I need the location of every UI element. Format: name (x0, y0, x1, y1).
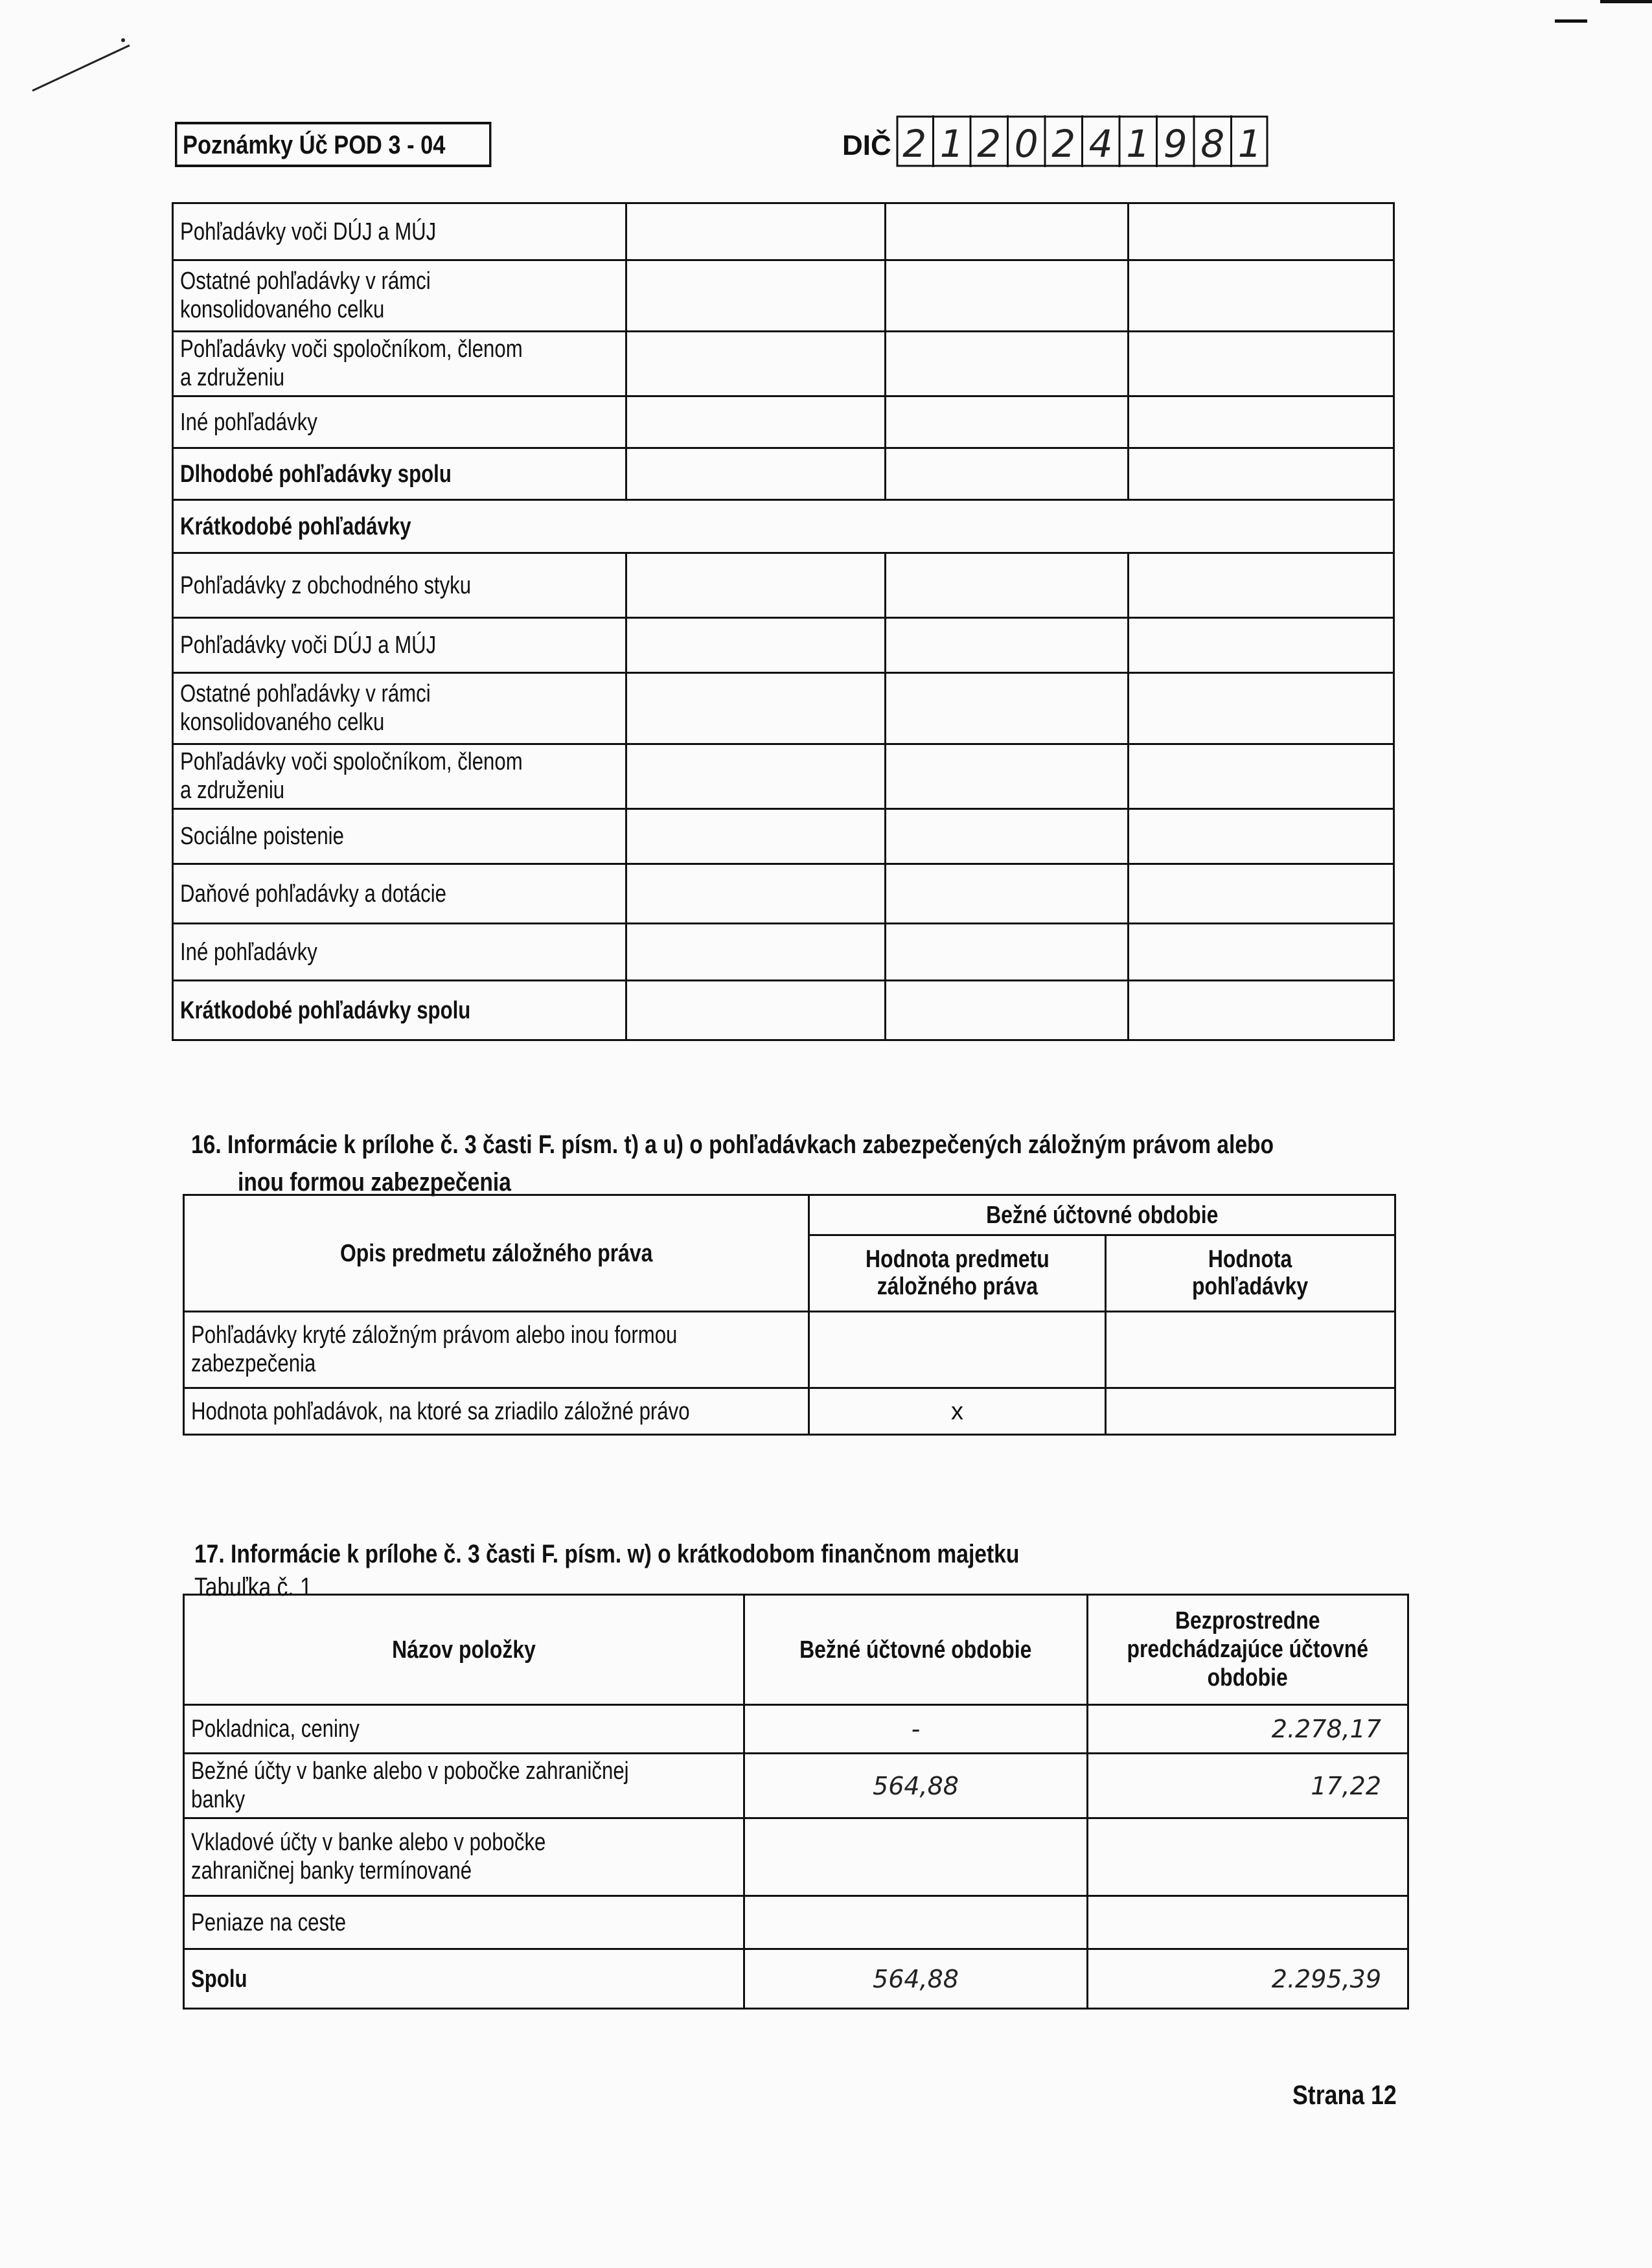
dic-digit: 9 (1163, 122, 1187, 166)
table-row (173, 924, 1394, 981)
table-row (173, 981, 1394, 1040)
col-item-name: Názov položky (184, 1595, 744, 1705)
value-cell[interactable] (1129, 332, 1394, 396)
current-period-value-cell[interactable] (744, 1896, 1088, 1949)
dic-digit: 8 (1200, 122, 1225, 166)
value-cell[interactable] (886, 260, 1129, 332)
value-cell[interactable] (886, 809, 1129, 864)
col-current-period-group: Bežné účtovné obdobie (809, 1195, 1395, 1235)
value-cell[interactable] (1129, 809, 1394, 864)
row-label: Peniaze na ceste (184, 1896, 744, 1949)
table-row (184, 1754, 1408, 1818)
table-row (173, 618, 1394, 673)
dic-digit: 1 (1126, 122, 1151, 166)
short-term-heading: Krátkodobé pohľadávky (173, 500, 1394, 553)
receivable-value-cell[interactable] (1106, 1388, 1395, 1435)
value-cell[interactable] (886, 744, 1129, 809)
row-label: Vkladové účty v banke alebo v pobočke zahraničnej banky termínované (184, 1818, 744, 1896)
previous-period-value-cell[interactable]: 17,22 (1088, 1754, 1408, 1818)
section17-subtitle: Tabuľka č. 1 (194, 1573, 312, 1601)
row-label: Iné pohľadávky (173, 396, 626, 448)
value-cell[interactable] (626, 864, 886, 924)
value-cell[interactable] (1129, 744, 1394, 809)
dic-digit: 1 (939, 122, 964, 166)
col-receivable-value: Hodnota pohľadávky (1106, 1235, 1395, 1312)
form-code-box (175, 122, 491, 167)
value-cell[interactable] (1129, 260, 1394, 332)
section-heading-row (173, 500, 1394, 553)
dic-digit: 2 (977, 122, 1002, 166)
dic-digit: 2 (902, 122, 927, 166)
row-label: Pohľadávky kryté záložným právom alebo inou formou zabezpečenia (184, 1312, 809, 1388)
dic-label: DIČ (842, 130, 891, 161)
value-cell[interactable] (1129, 924, 1394, 981)
col-current-period: Bežné účtovné obdobie (744, 1595, 1088, 1705)
dic-value-boxes (896, 115, 1268, 167)
row-label: Spolu (184, 1949, 744, 2009)
value-cell[interactable] (1129, 553, 1394, 618)
value-cell[interactable] (886, 396, 1129, 448)
value-cell[interactable] (886, 553, 1129, 618)
table-row (173, 864, 1394, 924)
dic-digit: 0 (1014, 122, 1038, 166)
value-cell[interactable] (886, 448, 1129, 500)
value-cell[interactable] (1129, 673, 1394, 744)
corner-mark (1600, 0, 1652, 3)
current-period-value-cell[interactable]: - (744, 1705, 1088, 1754)
pledge-subject-value-cell[interactable] (809, 1312, 1106, 1388)
value-cell[interactable] (1129, 203, 1394, 260)
row-label: Pohľadávky voči spoločníkom, členom a združeniu (173, 332, 626, 396)
col-pledge-subject-value: Hodnota predmetu záložného práva (809, 1235, 1106, 1312)
value-cell[interactable] (626, 744, 886, 809)
value-cell[interactable] (626, 396, 886, 448)
form-code-label: Poznámky Úč POD 3 - 04 (183, 131, 446, 159)
dic-digit: 2 (1051, 122, 1076, 166)
value-cell[interactable] (626, 332, 886, 396)
value-cell[interactable] (626, 553, 886, 618)
table-row (173, 809, 1394, 864)
section16-title: 16. Informácie k prílohe č. 3 časti F. písm. t) a u) o pohľadávkach zabezpečených záložným právom alebo (191, 1130, 1274, 1159)
row-label: Iné pohľadávky (173, 924, 626, 981)
col-pledge-description: Opis predmetu záložného práva (184, 1195, 809, 1312)
row-label: Ostatné pohľadávky v rámci konsolidovaného celku (173, 260, 626, 332)
short-term-financial-assets-table (183, 1594, 1409, 2010)
value-cell[interactable] (1129, 864, 1394, 924)
table-row (173, 448, 1394, 500)
row-label: Daňové pohľadávky a dotácie (173, 864, 626, 924)
pledge-subject-value-cell[interactable]: x (809, 1388, 1106, 1435)
value-cell[interactable] (1129, 448, 1394, 500)
col-previous-period: Bezprostredne predchádzajúce účtovné obdobie (1088, 1595, 1408, 1705)
table-row (173, 260, 1394, 332)
dic-digit: 4 (1088, 122, 1113, 166)
table-row (173, 673, 1394, 744)
table-row (184, 1388, 1395, 1435)
value-cell[interactable] (1129, 981, 1394, 1040)
current-period-value-cell[interactable]: 564,88 (744, 1949, 1088, 2009)
receivable-value-cell[interactable] (1106, 1312, 1395, 1388)
dic-digit: 1 (1237, 122, 1262, 166)
row-label: Ostatné pohľadávky v rámci konsolidovaného celku (173, 673, 626, 744)
value-cell[interactable] (626, 448, 886, 500)
table-row (173, 553, 1394, 618)
current-period-value-cell[interactable]: 564,88 (744, 1754, 1088, 1818)
table-row (184, 1705, 1408, 1754)
pen-mark-decoration (26, 32, 143, 97)
value-cell[interactable] (626, 981, 886, 1040)
page-number: Strana 12 (1292, 2079, 1397, 2110)
table-row (184, 1896, 1408, 1949)
value-cell[interactable] (886, 864, 1129, 924)
value-cell[interactable] (886, 203, 1129, 260)
corner-mark (1555, 19, 1587, 23)
value-cell[interactable] (886, 981, 1129, 1040)
section17-title: 17. Informácie k prílohe č. 3 časti F. písm. w) o krátkodobom finančnom majetku (194, 1540, 1020, 1568)
value-cell[interactable] (886, 332, 1129, 396)
row-label: Dlhodobé pohľadávky spolu (173, 448, 626, 500)
previous-period-value-cell[interactable]: 2.295,39 (1088, 1949, 1408, 2009)
value-cell[interactable] (886, 673, 1129, 744)
table-row (173, 332, 1394, 396)
row-label: Bežné účty v banke alebo v pobočke zahraničnej banky (184, 1754, 744, 1818)
row-label: Krátkodobé pohľadávky spolu (173, 981, 626, 1040)
row-label: Hodnota pohľadávok, na ktoré sa zriadilo záložné právo (184, 1388, 809, 1435)
row-label: Sociálne poistenie (173, 809, 626, 864)
table-row (184, 1818, 1408, 1896)
table-row (184, 1312, 1395, 1388)
table-row (173, 744, 1394, 809)
table-row (173, 203, 1394, 260)
receivables-table (172, 202, 1395, 1041)
row-label: Pohľadávky voči spoločníkom, členom a združeniu (173, 744, 626, 809)
value-cell[interactable] (1129, 396, 1394, 448)
table-row (173, 396, 1394, 448)
row-label: Pohľadávky z obchodného styku (173, 553, 626, 618)
pledge-table (183, 1194, 1396, 1436)
value-cell[interactable] (626, 203, 886, 260)
value-cell[interactable] (886, 924, 1129, 981)
previous-period-value-cell[interactable]: 2.278,17 (1088, 1705, 1408, 1754)
value-cell[interactable] (626, 260, 886, 332)
row-label: Pohľadávky voči DÚJ a MÚJ (173, 203, 626, 260)
value-cell[interactable] (626, 924, 886, 981)
row-label: Pohľadávky voči DÚJ a MÚJ (173, 618, 626, 673)
section16-title-line2: inou formou zabezpečenia (238, 1168, 511, 1197)
previous-period-value-cell[interactable] (1088, 1896, 1408, 1949)
value-cell[interactable] (1129, 618, 1394, 673)
row-label: Pokladnica, ceniny (184, 1705, 744, 1754)
value-cell[interactable] (886, 618, 1129, 673)
value-cell[interactable] (626, 809, 886, 864)
current-period-value-cell[interactable] (744, 1818, 1088, 1896)
table-row (184, 1949, 1408, 2009)
previous-period-value-cell[interactable] (1088, 1818, 1408, 1896)
value-cell[interactable] (626, 673, 886, 744)
value-cell[interactable] (626, 618, 886, 673)
